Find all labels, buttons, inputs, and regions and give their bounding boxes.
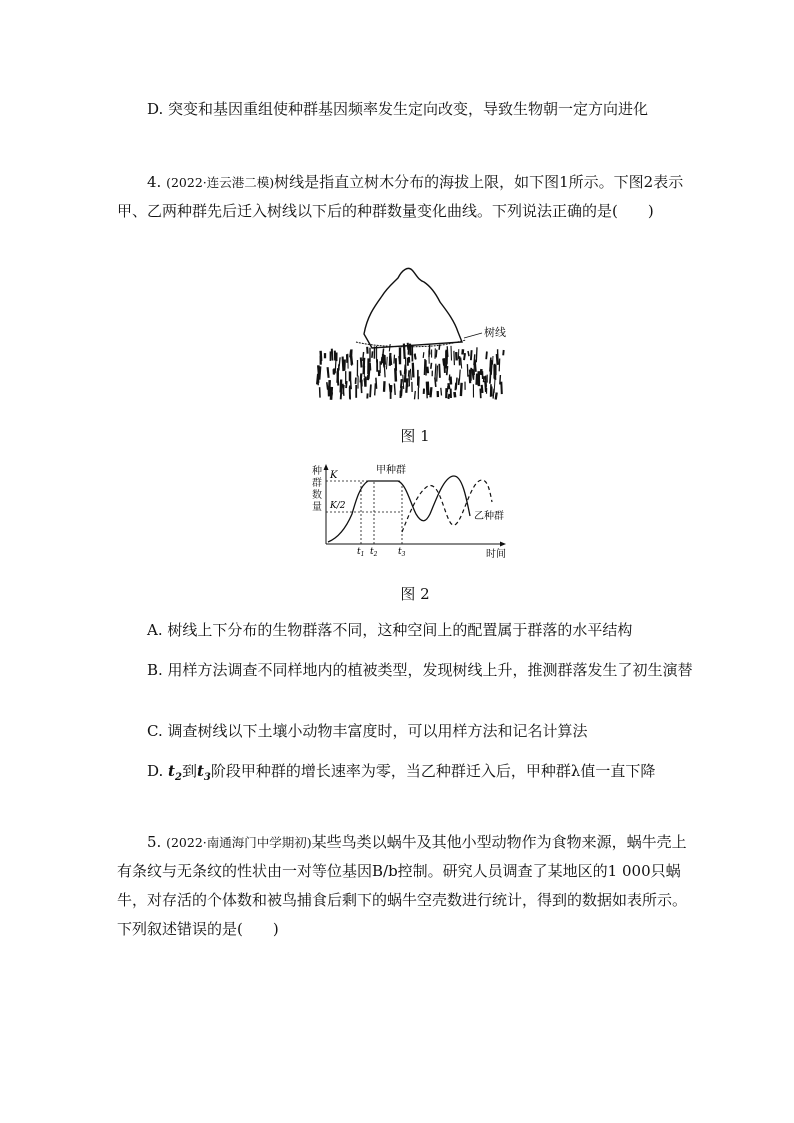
y-tick-k2: K/2: [330, 501, 346, 511]
tree-stroke: [372, 351, 373, 358]
tree-stroke: [461, 358, 462, 369]
tree-stroke: [503, 350, 504, 355]
q4-option-d: D. $t_2$到$t_3$阶段甲种群的增长速率为零，当乙种群迁入后，甲种群λ值一直下降: [147, 762, 656, 783]
tree-stroke: [439, 364, 440, 378]
tree-stroke: [493, 356, 494, 365]
tree-stroke: [423, 352, 424, 358]
tree-stroke: [501, 382, 502, 394]
tree-stroke: [455, 383, 456, 391]
tree-stroke: [490, 368, 491, 384]
tree-stroke: [467, 364, 468, 377]
tree-stroke: [361, 378, 362, 394]
q4-option-a: A. 树线上下分布的生物群落不同，这种空间上的配置属于群落的水平结构: [147, 621, 633, 639]
q4-option-b: B. 用样方法调查不同样地内的植被类型，发现树线上升，推测群落发生了初生演替: [147, 661, 693, 679]
tree-stroke: [399, 356, 400, 361]
tree-stroke: [364, 358, 365, 365]
tree-stroke: [394, 383, 395, 395]
tree-stroke: [335, 359, 336, 374]
tree-stroke: [328, 367, 329, 378]
treeline-label: 树线: [484, 326, 506, 339]
tree-stroke: [403, 375, 404, 389]
tree-stroke: [436, 350, 437, 358]
figure-1-caption: 图 1: [400, 427, 430, 445]
tree-stroke: [429, 349, 430, 355]
tree-stroke: [321, 351, 322, 361]
tree-stroke: [406, 357, 407, 373]
tree-stroke: [456, 352, 457, 360]
tree-stroke: [431, 363, 432, 369]
tree-stroke: [500, 375, 501, 384]
figure-2-population-chart: [306, 462, 526, 562]
tree-stroke: [447, 366, 448, 375]
tree-stroke: [486, 376, 487, 387]
tree-stroke: [499, 359, 500, 372]
tree-stroke: [454, 351, 455, 365]
tree-stroke: [439, 345, 440, 350]
tree-stroke: [341, 380, 342, 393]
tree-stroke: [464, 353, 465, 360]
tree-stroke: [441, 388, 442, 396]
y-label-char-4: 量: [312, 502, 322, 513]
tree-stroke: [437, 366, 438, 382]
tree-stroke: [447, 346, 448, 357]
tree-stroke: [477, 374, 478, 385]
tree-stroke: [448, 383, 449, 389]
tree-stroke: [327, 382, 328, 390]
tree-stroke: [451, 377, 452, 385]
tree-stroke: [332, 349, 333, 361]
tree-stroke: [415, 391, 416, 399]
tree-stroke: [480, 389, 481, 399]
tree-stroke: [361, 357, 362, 367]
tree-stroke: [390, 356, 391, 365]
tree-stroke: [471, 350, 472, 360]
tree-stroke: [449, 375, 450, 381]
tree-stroke: [484, 376, 485, 382]
mountain-outline: [364, 268, 462, 348]
tree-stroke: [410, 369, 411, 380]
tree-stroke: [351, 356, 352, 364]
tree-stroke: [404, 344, 405, 359]
q4-stem: [117, 168, 697, 226]
tree-stroke: [455, 392, 456, 397]
tree-stroke: [444, 358, 445, 373]
tree-stroke: [339, 357, 340, 366]
tree-stroke: [408, 343, 409, 350]
tree-stroke: [449, 394, 450, 399]
tick-t3: $t_3$: [398, 547, 406, 558]
label-jia: 甲种群: [376, 465, 406, 476]
tree-stroke: [435, 364, 436, 379]
tree-stroke: [476, 347, 477, 362]
y-label-char-2: 群: [312, 478, 322, 489]
label-yi: 乙种群: [474, 511, 504, 522]
tree-stroke: [497, 354, 498, 365]
x-label: 时间: [486, 549, 506, 560]
tree-stroke: [468, 351, 469, 356]
tree-stroke: [494, 378, 495, 393]
tree-stroke: [375, 383, 376, 395]
tree-stroke: [496, 393, 497, 400]
tree-stroke: [415, 353, 416, 359]
tree-stroke: [471, 368, 472, 381]
tree-stroke: [343, 357, 344, 372]
tree-stroke: [406, 378, 407, 393]
tree-stroke: [424, 359, 425, 375]
q5-stem: [117, 828, 697, 944]
curve-jia: [328, 476, 470, 542]
tree-stroke: [427, 367, 428, 374]
tree-stroke: [384, 381, 385, 392]
tree-stroke: [486, 352, 487, 360]
tree-stroke: [431, 387, 432, 397]
tree-stroke: [394, 355, 395, 364]
treeline-pointer: [464, 333, 482, 338]
y-tick-k: K: [330, 470, 338, 481]
tree-stroke: [364, 378, 365, 386]
tree-stroke: [389, 344, 390, 351]
y-axis-arrow: [324, 464, 329, 470]
q4-stem-text: 树线是指直立树木分布的海拔上限，如下图1所示。下图2表示甲、乙两种群先后迁入树线以下后的种群数量变化曲线。下列说法正确的是( ): [117, 173, 684, 220]
tree-stroke: [413, 363, 414, 378]
curve-yi: [402, 480, 492, 532]
tree-stroke: [463, 349, 464, 354]
q4-number: 4.: [147, 173, 162, 191]
q5-source: (2022·南通海门中学期初): [166, 835, 312, 850]
tree-stroke: [389, 384, 390, 392]
tree-stroke: [459, 370, 460, 381]
tree-stroke: [482, 385, 483, 393]
forest-icon: [317, 343, 504, 400]
tree-stroke: [461, 383, 462, 396]
q3-option-d: D. 突变和基因重组使种群基因频率发生定向改变，导致生物朝一定方向进化: [147, 100, 649, 118]
figure-1-mountain: [312, 262, 524, 404]
tree-stroke: [343, 385, 344, 394]
tree-stroke: [384, 364, 385, 377]
tick-t2: $t_2$: [370, 547, 378, 558]
tree-stroke: [435, 378, 436, 387]
tree-stroke: [451, 346, 452, 361]
tree-stroke: [368, 375, 369, 380]
y-label-char-3: 数: [312, 490, 322, 501]
x-axis-arrow: [500, 542, 506, 547]
y-label-char-1: 种: [312, 466, 322, 477]
tree-stroke: [331, 387, 332, 400]
tree-stroke: [319, 366, 320, 379]
q5-stem-text: 某些鸟类以蜗牛及其他小型动物作为食物来源，蜗牛壳上有条纹与无条纹的性状由一对等位基因B/b控制。研究人员调查了某地区的1 000只蜗牛，对存活的个体数和被鸟捕食后剩下的蜗牛空壳数进行统计，得到的数据如表所示。下列叙述错误的是( ): [117, 833, 688, 938]
tree-stroke: [376, 378, 377, 389]
q4-source: (2022·连云港二模): [166, 175, 275, 190]
tree-stroke: [351, 381, 352, 390]
tree-stroke: [370, 384, 371, 397]
tree-stroke: [387, 357, 388, 370]
tree-stroke: [370, 363, 371, 371]
q4-option-c: C. 调查树线以下土壤小动物丰富度时，可以用样方法和记名计算法: [147, 722, 588, 740]
tree-stroke: [419, 376, 420, 388]
figure-2-caption: 图 2: [400, 585, 430, 603]
q5-number: 5.: [147, 833, 162, 851]
tree-stroke: [481, 369, 482, 375]
tick-t1: $t_1$: [357, 547, 365, 558]
tree-stroke: [428, 382, 429, 395]
tree-stroke: [400, 370, 401, 375]
tree-stroke: [383, 348, 384, 355]
tree-stroke: [472, 372, 473, 379]
